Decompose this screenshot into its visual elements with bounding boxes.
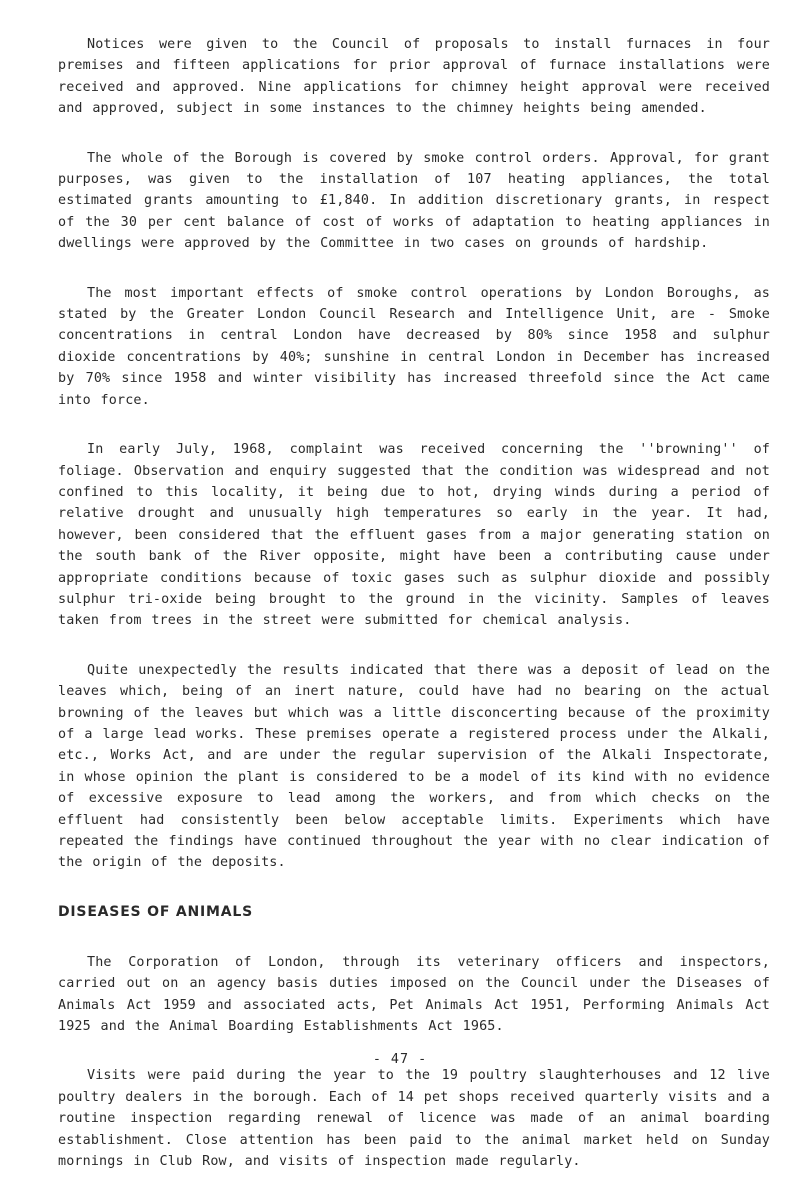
- paragraph-lead-deposit: Quite unexpectedly the results indicated that there was a deposit of lead on the leaves which, being of an inert nature, could have had no bearing on the actual browning of the leaves but which was a little disconcerting because of the proximity of a large lead works. These premises operate a registered process under the Alkali, etc., Works Act, and are under the regular supervision of the Alkali Inspectorate, in whose opinion the plant is considered to be a model of its kind with no evidence of excessive exposure to lead among the workers, and from which checks on the effluent had consistently been below acceptable limits. Experiments which have repeated the findings have continued throughout the year with no clear indication of the origin of the deposits.: [58, 662, 770, 871]
- page-number: - 47 -: [372, 1052, 428, 1067]
- paragraph-corporation-duties: The Corporation of London, through its veterinary officers and inspectors, carried out on an agency basis duties imposed on the Council under the Diseases of Animals Act 1959 and associated acts, Pet Animals Act 1951, Performing Animals Act 1925 and the Animal Boarding Establishments Act 1965.: [58, 954, 770, 1035]
- paragraph-visits: Visits were paid during the year to the 19 poultry slaughterhouses and 12 live poultry dealers in the borough. Each of 14 pet shops received quarterly visits and a routine inspection regarding renewal of licence was made of an animal boarding establishment. Close attention has been paid to the animal market held on Sunday mornings in Club Row, and visits of inspection made regularly.: [58, 1068, 770, 1170]
- section-heading: DISEASES OF ANIMALS: [58, 903, 253, 920]
- document-page: [58, 34, 770, 1200]
- paragraph-smoke-control-effects: The most important effects of smoke control operations by London Boroughs, as stated by the Greater London Council Research and Intelligence Unit, are - Smoke concentrations in central London have decreased by 80% since 1958 and sulphur dioxide concentrations by 40%; sunshine in central London in December has increased by 70% since 1958 and winter visibility has increased threefold since the Act came into force.: [58, 285, 770, 408]
- paragraph-smoke-control-grants: The whole of the Borough is covered by smoke control orders. Approval, for grant purposes, was given to the installation of 107 heating appliances, the total estimated grants amounting to £1,840. In addition discretionary grants, in respect of the 30 per cent balance of cost of works of adaptation to heating appliances in dwellings were approved by the Committee in two cases on grounds of hardship.: [58, 150, 770, 252]
- paragraph-browning-foliage: In early July, 1968, complaint was received concerning the ''browning'' of foliage. Observation and enquiry suggested that the condition was widespread and not confined to this locality, it being due to hot, drying winds during a period of relative drought and unusually high temperatures so early in the year. It had, however, been considered that the effluent gases from a major generating station on the south bank of the River opposite, might have been a contributing cause under appropriate conditions because of toxic gases such as sulphur dioxide and possibly sulphur tri-oxide being brought to the ground in the vicinity. Samples of leaves taken from trees in the street were submitted for chemical analysis.: [58, 442, 770, 629]
- paragraph-furnace-notices: Notices were given to the Council of proposals to install furnaces in four premises and fifteen applications for prior approval of furnace installations were received and approved. Nine applications for chimney height approval were received and approved, subject in some instances to the chimney heights being amended.: [58, 37, 770, 117]
